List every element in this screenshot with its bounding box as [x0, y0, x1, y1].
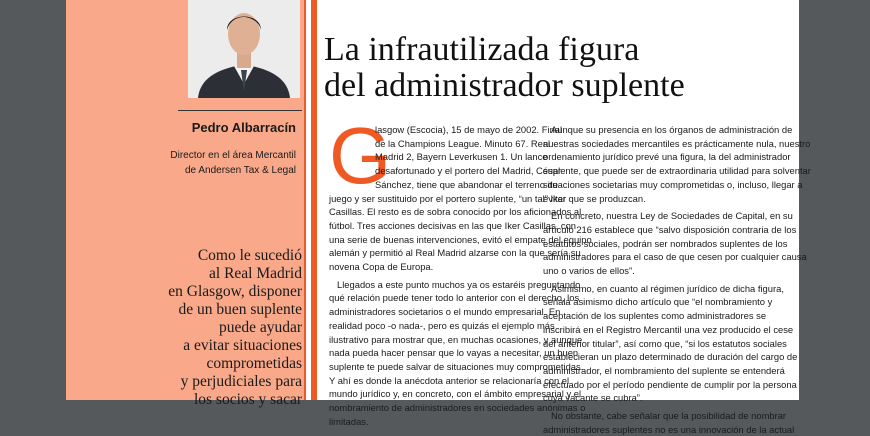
article-text-line: situaciones societarias muy comprometidas o, incluso, llegar a: [543, 178, 803, 190]
article-text-line: Casillas. El resto es de sobra conocido por los aficionados al: [329, 206, 582, 218]
pull-quote-line: y perjudiciales para: [180, 373, 302, 390]
article-text-line: nuestras sociedades mercantiles es prácticamente nula, nuestro: [543, 137, 811, 149]
article-text-line: uno o varios de ellos”.: [543, 265, 635, 277]
article-text-line: nada pueda hacer pensar que lo vayas a necesitar, un buen: [329, 347, 579, 359]
article-text-line: lasgow (Escocia), 15 de mayo de 2002. Final: [375, 124, 563, 135]
article-text-line: suplente te puede salvar de situaciones muy comprometidas.: [329, 360, 584, 372]
article-text-line: administradores suplentes no es una innovación de la actual: [543, 423, 795, 435]
article-text-line: juego y ser sustituido por el portero suplente, “un tal” Iker: [329, 192, 567, 204]
article-title-line: del administrador suplente: [324, 67, 685, 104]
pull-quote-line: al Real Madrid: [209, 265, 302, 282]
article-text-line: aceptación de los suplentes como administradores se: [543, 310, 767, 322]
article-text-line: del anterior titular”, así como que, “si los estatutos sociales: [543, 337, 787, 349]
article-text-line: de la Champions League. Minuto 67. Real: [375, 137, 551, 149]
article-title: [324, 32, 685, 104]
article-text-line: limitadas.: [329, 415, 369, 427]
article-text-line: Sánchez, tiene que abandonar el terreno de: [375, 178, 558, 190]
pull-quote: [166, 247, 302, 409]
magazine-page: [66, 0, 811, 435]
pull-quote-line: los socios y sacar: [193, 391, 302, 408]
article-text-line: evitar que se produzcan.: [543, 192, 646, 204]
author-divider: [178, 110, 302, 111]
article-text-line: realidad poco -o nada-, pero es quizás el ejemplo más: [329, 319, 555, 331]
author-role: [170, 148, 296, 178]
article-text-line: No obstante, cabe señalar que la posibilidad de nombrar: [551, 410, 787, 422]
article-column-2: [543, 123, 811, 436]
article-text-line: nombramiento de administradores en sociedades anónimas o: [329, 402, 586, 414]
sidebar-panel: [66, 0, 306, 408]
article-text-line: inscribirá en el Registro Mercantil una vez producido el cese: [543, 323, 794, 335]
article-text-line: ilustrativo para mostrar que, en muchas ocasiones, y aunque: [329, 333, 583, 345]
article-text-line: Y ahí es donde la anécdota anterior se relacionaría con el: [329, 374, 570, 386]
author-portrait-image: [188, 0, 300, 98]
article-text-line: cuya vacante se cubra”.: [543, 392, 643, 404]
pull-quote-line: en Glasgow, disponer: [168, 283, 302, 300]
article-text-line: alemán y permitió al Real Madrid alzarse con la que sería su: [329, 247, 581, 259]
article-text-line: establecieran un plazo determinado de duración del cargo de: [543, 351, 798, 363]
pull-quote-line: puede ayudar: [218, 319, 302, 336]
article-text-line: Llegados a este punto muchos ya os estaréis preguntando: [337, 278, 581, 290]
article-text-line: En concreto, nuestra Ley de Sociedades de Capital, en su: [551, 210, 793, 222]
article-text-line: qué relación puede tener todo lo anterior con el derecho, los: [329, 292, 580, 304]
article-text-line: administrador, el nombramiento del suplente se entenderá: [543, 364, 785, 376]
author-role-line: Director en el área Mercantil: [170, 150, 296, 161]
article-text-line: una serie de buenas intervenciones, evitó el empate del equipo: [329, 233, 592, 245]
article-text-line: señala asimismo dicho artículo que “el nombramiento y: [543, 296, 773, 308]
article-text-line: fútbol. Tres acciones decisivas en las que Iker Casillas, con: [329, 219, 576, 231]
pull-quote-line: Como le sucedió: [197, 247, 302, 264]
article-text-line: Aunque su presencia en los órganos de administración de: [551, 124, 793, 135]
column-rule: [311, 0, 317, 400]
article-text-line: artículo 216 establece que “salvo disposición contraria de los: [543, 223, 797, 235]
article-text-line: Madrid 2, Bayern Leverkusen 1. Un lance: [375, 151, 548, 163]
article-text-line: administradores para el caso de que cesen por cualquier causa: [543, 251, 807, 263]
article-text-line: desafortunado y el portero del Madrid, César: [375, 165, 562, 177]
article-title-line: La infrautilizada figura: [324, 31, 640, 68]
author-name: Pedro Albarracín: [191, 120, 296, 135]
author-role-line: de Andersen Tax & Legal: [184, 165, 296, 176]
article-text-line: novena Copa de Europa.: [329, 261, 434, 273]
author-photo: [188, 0, 300, 98]
article-text-line: estatutos sociales, podrán ser nombrados suplentes de los: [543, 237, 788, 249]
article-text-line: ordenamiento jurídico prevé una figura, la del administrador: [543, 151, 791, 163]
article-text-line: suplente, que puede ser de extraordinaria utilidad para solventar: [543, 165, 811, 177]
pull-quote-line: de un buen suplente: [178, 301, 302, 318]
article-text-line: efectuado por el período pendiente de cumplir por la persona: [543, 378, 797, 390]
article-text-line: administradores societarios o el mundo empresarial. En: [329, 306, 561, 318]
pull-quote-line: comprometidas: [206, 355, 302, 372]
article-text-line: mundo jurídico y, en concreto, con el ámbito empresarial y el: [329, 388, 582, 400]
article-text-line: Asimismo, en cuanto al régimen jurídico de dicha figura,: [551, 282, 784, 294]
pull-quote-line: a evitar situaciones: [183, 337, 302, 354]
drop-cap: G: [329, 111, 392, 200]
